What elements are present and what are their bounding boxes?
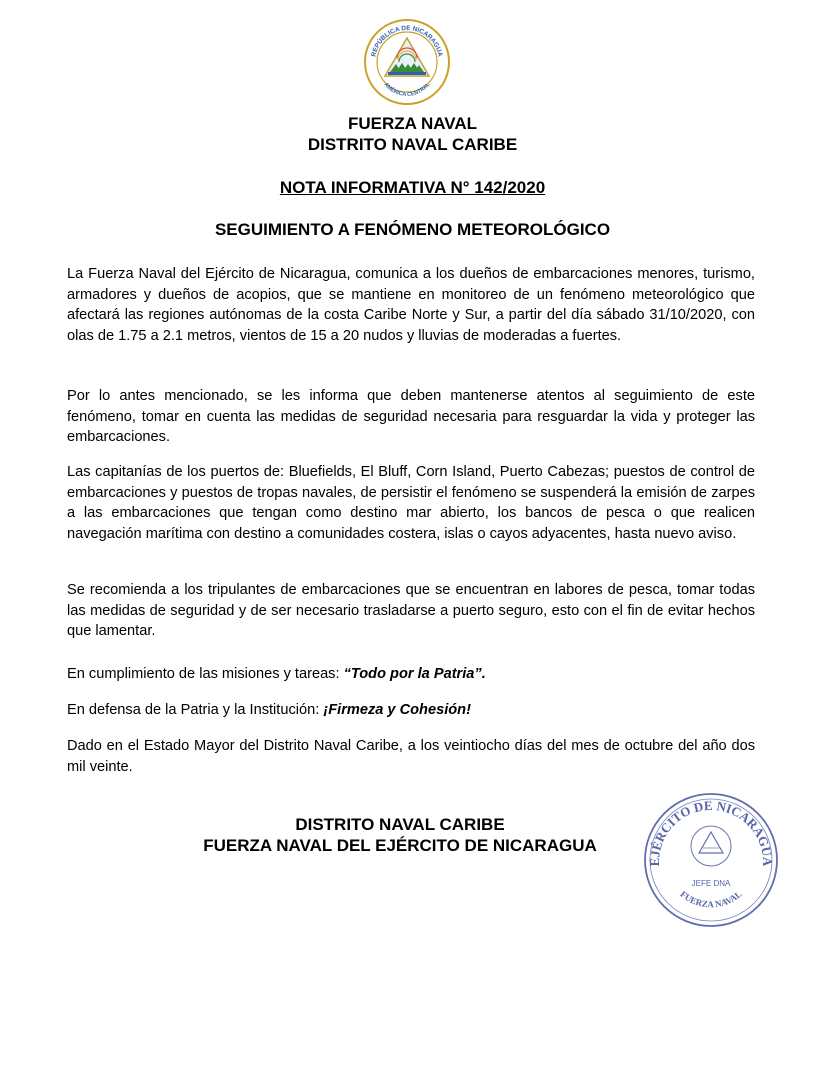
document-number: NOTA INFORMATIVA N° 142/2020: [279, 178, 546, 197]
organization-subtitle: DISTRITO NAVAL CARIBE: [307, 135, 518, 154]
closing-paragraph: Dado en el Estado Mayor del Distrito Naval Caribe, a los veintiocho días del mes de octubre del año dos mil veinte.: [67, 738, 755, 775]
seal-ring-bottom-text: AMÉRICA CENTRAL: [382, 81, 432, 99]
svg-text:AMÉRICA CENTRAL: [383, 81, 432, 98]
stamp-ring-top-text: EJÉRCITO DE NICARAGUA: [646, 797, 776, 867]
stamp-center-text: JEFE DNA: [691, 879, 731, 888]
organization-title: FUERZA NAVAL: [347, 114, 478, 133]
motto-1: “Todo por la Patria”.: [343, 666, 486, 682]
national-seal-emblem: [363, 18, 451, 106]
motto-line-2: [67, 700, 755, 721]
seal-ring-top-text: REPÚBLICA DE NICARAGUA: [370, 24, 444, 58]
motto-1-intro: En cumplimiento de las misiones y tareas:: [67, 666, 344, 682]
motto-2-intro: En defensa de la Patria y la Institución:: [67, 702, 324, 718]
paragraph-monitoring: La Fuerza Naval del Ejército de Nicaragua, comunica a los dueños de embarcaciones menores, turismo, armadores y dueños de acopios, que se mantiene en monitoreo de un fenómeno meteorológico que afectará las regiones autónomas de la costa Caribe Norte y Sur, a partir del día sábado 31/10/2020, con olas de 1.75 a 2.1 metros, vientos de 15 a 20 nudos y lluvias de moderadas a fuertes.: [67, 266, 755, 345]
paragraph-port-suspension: Las capitanías de los puertos de: Bluefields, El Bluff, Corn Island, Puerto Cabezas; puestos de control de embarcaciones y puestos de tropas navales, de persistir el fenómeno se suspenderá la emisión de zarpes a las embarcaciones que tengan como destino mar abierto, los bancos de pesca o que realicen navegación marítima con destino a comunidades costera, islas o cayos adyacentes, hasta nuevo aviso.: [67, 464, 755, 543]
svg-text:FUERZA NAVAL: [678, 889, 743, 909]
motto-2: ¡Firmeza y Cohesión!: [323, 702, 471, 718]
stamp-ring-bottom-text: FUERZA NAVAL: [678, 888, 744, 910]
signature-line-2: FUERZA NAVAL DEL EJÉRCITO DE NICARAGUA: [203, 836, 597, 855]
document-subject: SEGUIMIENTO A FENÓMENO METEOROLÓGICO: [214, 220, 611, 239]
official-stamp: [641, 788, 781, 932]
paragraph-crew-advice: Se recomienda a los tripulantes de embarcaciones que se encuentran en labores de pesca, tomar todas las medidas de seguridad y de ser necesario trasladarse a puerto seguro, esto con el fin de evitar hechos que lamentar.: [67, 582, 755, 640]
signature-line-1: DISTRITO NAVAL CARIBE: [295, 815, 505, 834]
paragraph-recommendation: Por lo antes mencionado, se les informa que deben mantenerse atentos al seguimiento de este fenómeno, tomar en cuenta las medidas de seguridad necesaria para resguardar la vida y proteger las embarcaciones.: [67, 388, 755, 446]
motto-line-1: [67, 664, 755, 685]
